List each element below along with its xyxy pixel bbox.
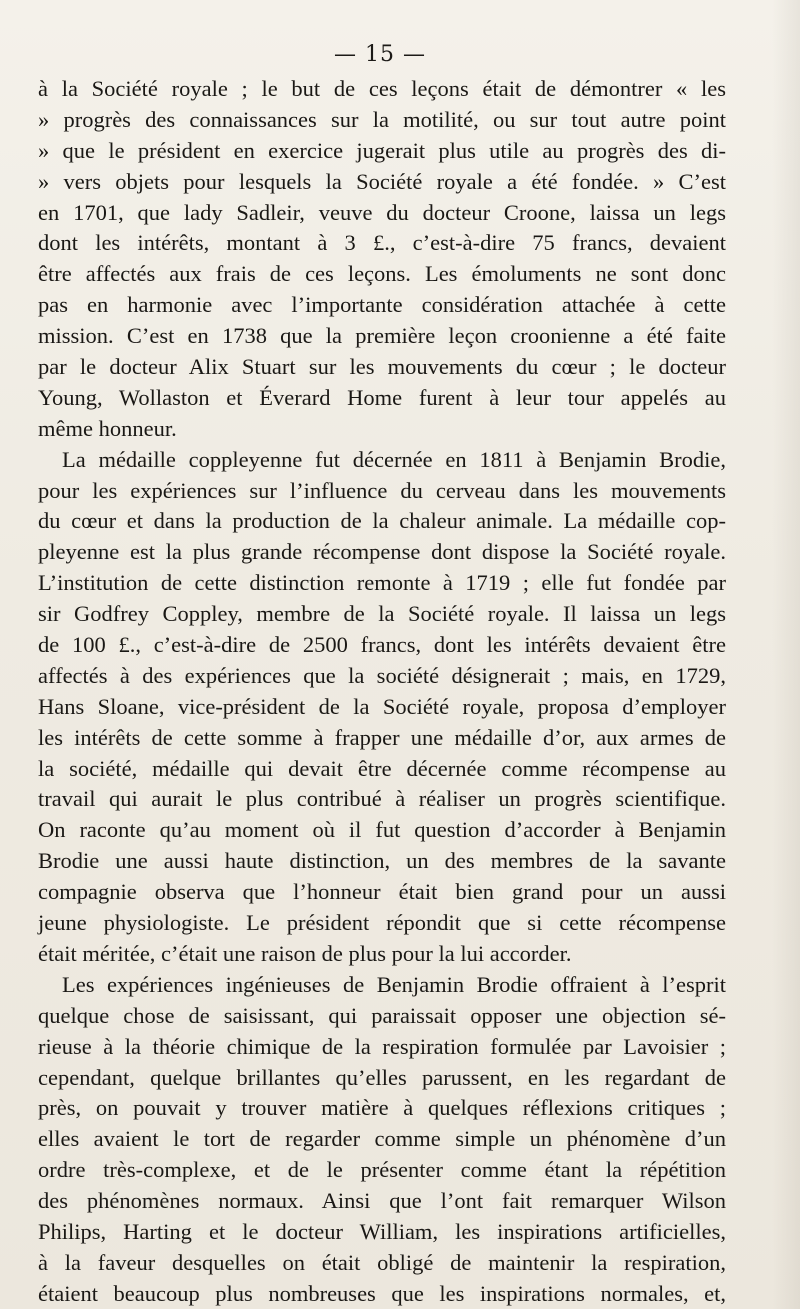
text-line: pour les expériences sur l’influence du cerveau dans les mouvements [38, 477, 726, 503]
text-line: mission. C’est en 1738 que la première leçon croonienne a été faite [38, 323, 726, 349]
text-line: elles avaient le tort de regarder comme simple un phénomène d’un [38, 1126, 726, 1152]
text-line: affectés à des expériences que la société désignerait ; mais, en 1729, [38, 662, 726, 688]
text-line: sir Godfrey Coppley, membre de la Société royale. Il laissa un legs [38, 601, 726, 627]
text-line: On raconte qu’au moment où il fut question d’accorder à Benjamin [38, 817, 726, 843]
text-line: Brodie une aussi haute distinction, un des membres de la savante [38, 848, 726, 874]
text-line: des phénomènes normaux. Ainsi que l’ont fait remarquer Wilson [38, 1188, 726, 1214]
text-line: ordre très-complexe, et de le présenter comme étant la répétition [38, 1157, 726, 1183]
text-line: même honneur. [38, 415, 177, 441]
text-line: près, on pouvait y trouver matière à quelques réflexions critiques ; [38, 1095, 726, 1121]
text-line: Young, Wollaston et Éverard Home furent à leur tour appelés au [38, 384, 726, 410]
text-line: L’institution de cette distinction remonte à 1719 ; elle fut fondée par [38, 570, 726, 596]
text-line: » vers objets pour lesquels la Société royale a été fondée. » C’est [38, 168, 726, 194]
text-line: pas en harmonie avec l’importante considération attachée à cette [38, 292, 726, 318]
text-line: compagnie observa que l’honneur était bien grand pour un aussi [38, 879, 726, 905]
text-line: en 1701, que lady Sadleir, veuve du docteur Croone, laissa un legs [38, 199, 726, 225]
text-line: quelque chose de saisissant, qui paraissait opposer une objection sé- [38, 1002, 726, 1028]
paragraph-2 [38, 445, 726, 970]
text-line: pleyenne est la plus grande récompense dont dispose la Société royale. [38, 539, 726, 565]
text-line: du cœur et dans la production de la chaleur animale. La médaille cop- [38, 508, 726, 534]
text-line: les intérêts de cette somme à frapper une médaille d’or, aux armes de [38, 724, 726, 750]
text-line: rieuse à la théorie chimique de la respiration formulée par Lavoisier ; [38, 1033, 726, 1059]
paragraph-3 [38, 970, 726, 1310]
page-number: — 15 — [334, 42, 426, 67]
text-line: Les expériences ingénieuses de Benjamin Brodie offraient à l’esprit [62, 971, 726, 997]
text-line: » progrès des connaissances sur la motilité, ou sur tout autre point [38, 106, 726, 132]
text-line: à la Société royale ; le but de ces leçons était de démontrer « les [38, 76, 726, 101]
text-line: Hans Sloane, vice-président de la Société royale, proposa d’employer [38, 693, 726, 719]
text-line: Philips, Harting et le docteur William, les inspirations artificielles, [38, 1218, 726, 1244]
text-line: dont les intérêts, montant à 3 £., c’est-à-dire 75 francs, devaient [38, 230, 726, 256]
text-line: travail qui aurait le plus contribué à réaliser un progrès scientifique. [38, 786, 726, 812]
text-line: cependant, quelque brillantes qu’elles parussent, en les regardant de [38, 1064, 726, 1090]
text-line: était méritée, c’était une raison de plus pour la lui accorder. [38, 940, 572, 966]
text-line: étaient beaucoup plus nombreuses que les inspirations normales, et, [38, 1280, 726, 1306]
text-line: » que le président en exercice jugerait plus utile au progrès des di- [38, 137, 726, 163]
text-line: être affectés aux frais de ces leçons. Les émoluments ne sont donc [38, 261, 726, 287]
text-line: à la faveur desquelles on était obligé de maintenir la respiration, [38, 1249, 726, 1275]
text-line: jeune physiologiste. Le président répondit que si cette récompense [38, 910, 726, 936]
body-text [38, 74, 726, 1310]
text-line: de 100 £., c’est-à-dire de 2500 francs, dont les intérêts devaient être [38, 632, 726, 658]
text-line: La médaille coppleyenne fut décernée en 1811 à Benjamin Brodie, [62, 446, 726, 472]
text-line: la société, médaille qui devait être décernée comme récompense au [38, 755, 726, 781]
page-edge-shadow [772, 0, 800, 1309]
text-line: par le docteur Alix Stuart sur les mouvements du cœur ; le docteur [38, 354, 726, 380]
paragraph-1 [38, 74, 726, 445]
